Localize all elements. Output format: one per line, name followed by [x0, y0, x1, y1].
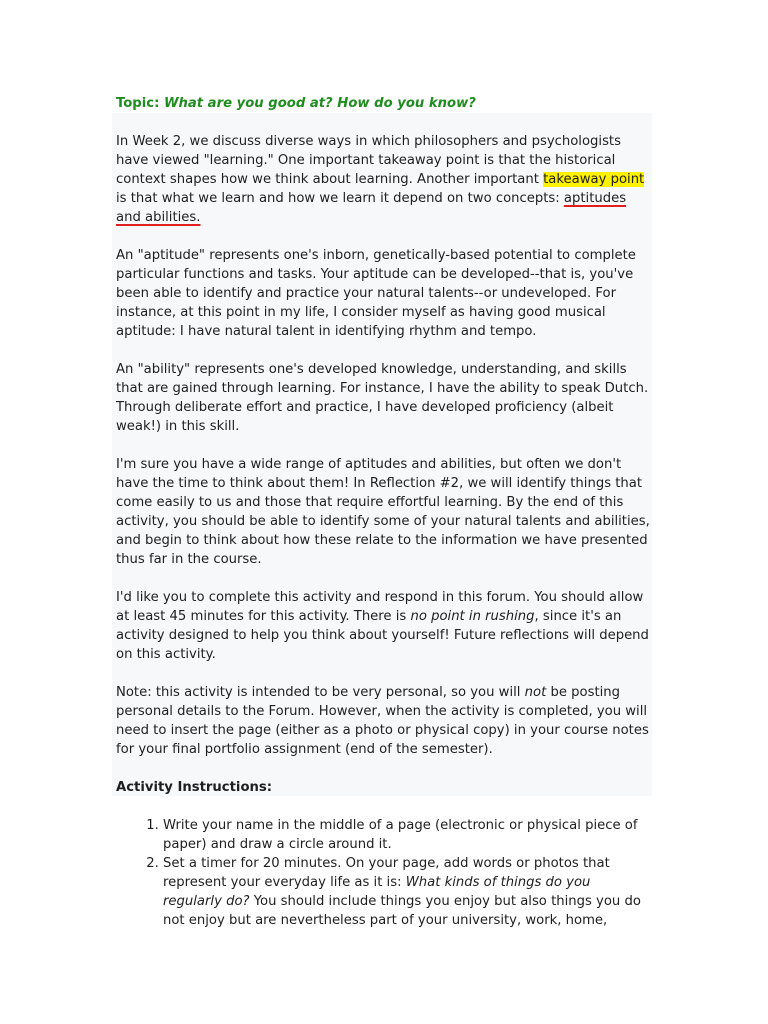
document-body: [116, 132, 652, 930]
paragraph-forum: I'd like you to complete this activity and respond in this forum. You should allow at least 45 minutes for this activity. There is no point in rushing, since it's an activity designed to help you think about yourself! Future reflections will depend on this activity.: [116, 590, 649, 662]
topic-label: Topic:: [116, 96, 160, 111]
list-item: 1. Write your name in the middle of a page (electronic or physical piece of paper) and draw a circle around it.: [163, 816, 652, 854]
paragraph-ability: An "ability" represents one's developed knowledge, understanding, and skills that are gained through learning. For instance, I have the ability to speak Dutch. Through deliberate effort and practice, I have developed proficiency (albeit weak!) in this skill.: [116, 362, 649, 434]
instructions-list: [116, 816, 652, 930]
emphasis-text: no point in rushing: [410, 609, 535, 624]
highlighted-text: takeaway point: [543, 172, 645, 187]
paragraph-note: Note: this activity is intended to be very personal, so you will not be posting personal details to the Forum. However, when the activity is completed, you will need to insert the page (either as a photo or physical copy) in your course notes for your final portfolio assignment (end of the semester).: [116, 685, 649, 757]
topic-question: What are you good at? How do you know?: [163, 96, 476, 111]
paragraph-aptitude: An "aptitude" represents one's inborn, genetically-based potential to complete particular functions and tasks. Your aptitude can be developed--that is, you've been able to identify and practice your natural talents--or undeveloped. For instance, at this point in my life, I consider myself as having good musical aptitude: I have natural talent in identifying rhythm and tempo.: [116, 248, 636, 339]
list-item: 2. Set a timer for 20 minutes. On your page, add words or photos that represent your everyday life as it is: What kinds of things do you regularly do? You should include things you enjoy but also things you do not enjoy but are nevertheless part of your university, work, home,: [163, 854, 652, 930]
paragraph-reflection: I'm sure you have a wide range of aptitudes and abilities, but often we don't have the time to think about them! In Reflection #2, we will identify things that come easily to us and those that require effortful learning. By the end of this activity, you should be able to identify some of your natural talents and abilities, and begin to think about how these relate to the information we have presented thus far in the course.: [116, 457, 650, 567]
emphasis-text: not: [524, 685, 547, 700]
topic-heading: [116, 94, 476, 113]
underlined-text: aptitudes and abilities.: [116, 191, 627, 225]
instructions-heading: Activity Instructions:: [116, 780, 273, 795]
paragraph-week2: In Week 2, we discuss diverse ways in which philosophers and psychologists have viewed "learning." One important takeaway point is that the historical context shapes how we think about learning. Another important takeaway point is that what we learn and how we learn it depend on two concepts: aptitudes and abilities.: [116, 134, 645, 225]
